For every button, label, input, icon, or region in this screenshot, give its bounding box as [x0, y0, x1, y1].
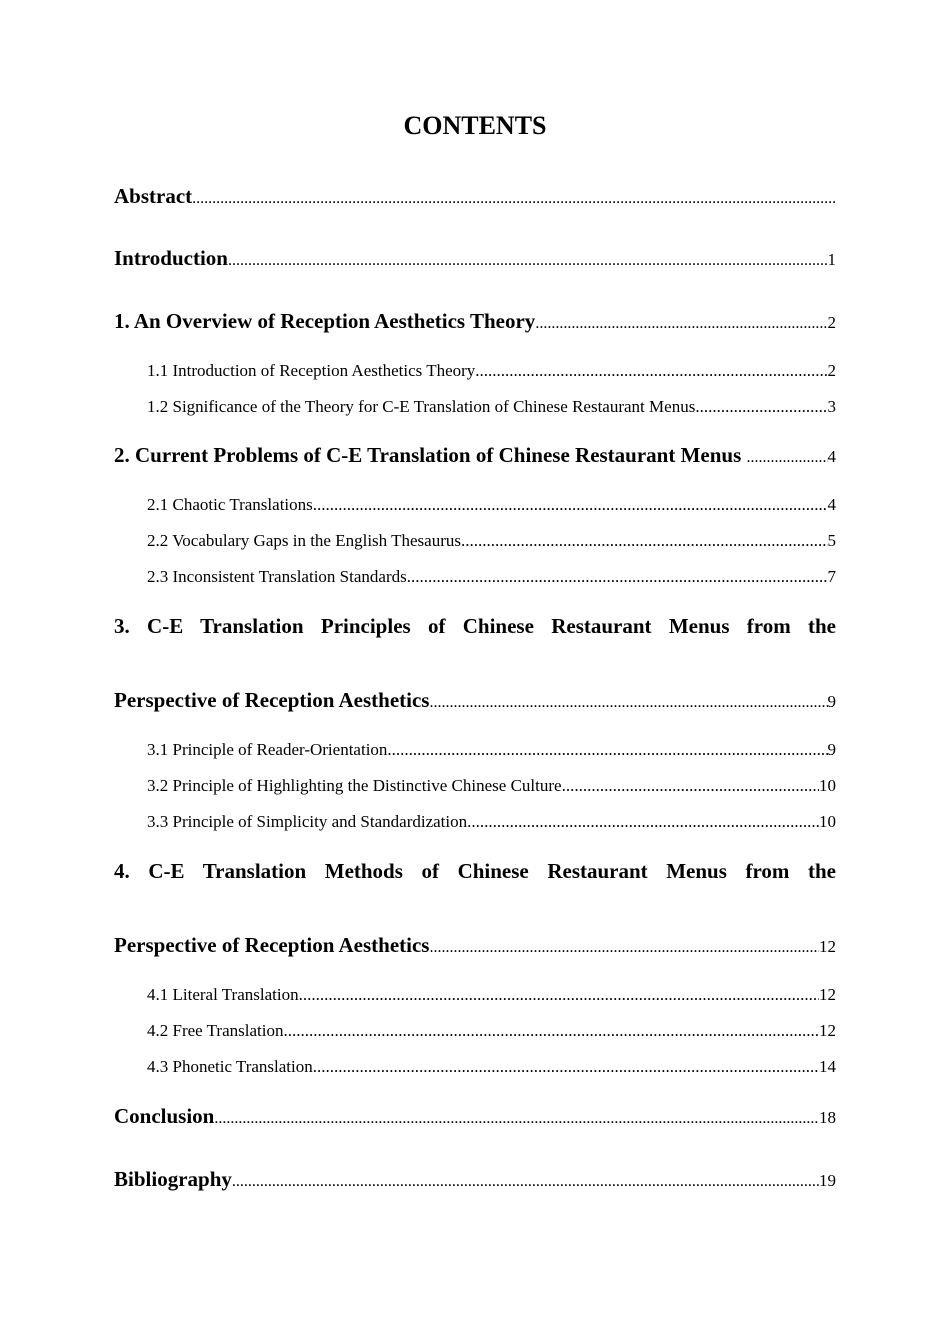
dot-leader	[313, 1055, 819, 1079]
toc-entry-page: 4	[827, 447, 836, 466]
toc-entry-section-2-3[interactable]	[147, 565, 836, 589]
toc-entry-bibliography[interactable]	[114, 1164, 836, 1194]
toc-entry-section-1-2[interactable]	[147, 395, 836, 419]
toc-entry-chapter-2[interactable]	[114, 440, 836, 470]
toc-entry-page: 5	[827, 531, 836, 550]
toc-entry-page: 4	[827, 495, 836, 514]
toc-entry-page: 7	[827, 567, 836, 586]
toc-entry-label: 4.2 Free Translation	[147, 1021, 284, 1040]
dot-leader	[429, 933, 819, 960]
dot-leader	[475, 359, 827, 383]
toc-entry-chapter-3[interactable]	[114, 685, 836, 715]
toc-entry-page: 10	[819, 812, 836, 831]
dot-leader	[562, 774, 819, 798]
dot-leader	[283, 1019, 819, 1043]
toc-entry-page: 12	[819, 937, 836, 956]
toc-entry-label: Bibliography	[114, 1167, 232, 1191]
toc-entry-section-2-1[interactable]	[147, 493, 836, 517]
dot-leader	[313, 493, 828, 517]
toc-entry-label: 1. An Overview of Reception Aesthetics Theory	[114, 309, 536, 333]
toc-entry-page: 2	[827, 313, 836, 332]
toc-entry-label: 1.1 Introduction of Reception Aesthetics Theory	[147, 361, 476, 380]
toc-entry-chapter-4-line1[interactable]: 4. C-E Translation Methods of Chinese Restaurant Menus from the	[114, 859, 836, 883]
toc-entry-section-4-3[interactable]	[147, 1055, 836, 1079]
toc-entry-abstract[interactable]	[114, 181, 836, 211]
dot-leader	[535, 309, 827, 336]
dot-leader	[228, 246, 828, 273]
toc-entry-chapter-4[interactable]	[114, 930, 836, 960]
toc-entry-label: Introduction	[114, 246, 228, 270]
toc-entry-introduction[interactable]	[114, 243, 836, 273]
toc-entry-section-2-2[interactable]	[147, 529, 836, 553]
toc-entry-label: 1.2 Significance of the Theory for C-E Translation of Chinese Restaurant Menus	[147, 397, 696, 416]
toc-entry-conclusion[interactable]	[114, 1101, 836, 1131]
toc-entry-page: 9	[827, 692, 836, 711]
toc-entry-label: 2.2 Vocabulary Gaps in the English Thesaurus	[147, 531, 461, 550]
toc-entry-label: Abstract	[114, 184, 193, 208]
dot-leader	[695, 395, 827, 419]
toc-entry-page: 12	[819, 1021, 836, 1040]
toc-entry-page: 14	[819, 1057, 836, 1076]
dot-leader	[299, 983, 819, 1007]
toc-entry-page: 9	[827, 740, 836, 759]
toc-entry-section-3-2[interactable]	[147, 774, 836, 798]
toc-entry-page: 18	[819, 1108, 836, 1127]
dot-leader	[214, 1104, 819, 1131]
toc-entry-label: Perspective of Reception Aesthetics	[114, 688, 430, 712]
toc-entry-section-1-1[interactable]	[147, 359, 836, 383]
dot-leader	[461, 529, 828, 553]
dot-leader	[747, 443, 828, 470]
toc-entry-chapter-1[interactable]	[114, 306, 836, 336]
toc-entry-label: 2. Current Problems of C-E Translation of Chinese Restaurant Menus	[114, 443, 747, 467]
dot-leader	[429, 688, 827, 715]
dot-leader	[232, 1167, 819, 1194]
dot-leader	[407, 565, 828, 589]
toc-entry-section-3-3[interactable]	[147, 810, 836, 834]
toc-entry-label: 4.3 Phonetic Translation	[147, 1057, 313, 1076]
toc-entry-label: 2.1 Chaotic Translations	[147, 495, 313, 514]
toc-entry-label: 3.3 Principle of Simplicity and Standardization	[147, 812, 468, 831]
dot-leader	[467, 810, 819, 834]
page-title: CONTENTS	[403, 111, 547, 140]
toc-entry-label: Conclusion	[114, 1104, 215, 1128]
toc-entry-page: 12	[819, 985, 836, 1004]
toc-entry-page: 10	[819, 776, 836, 795]
toc-entry-section-3-1[interactable]	[147, 738, 836, 762]
toc-entry-section-4-2[interactable]	[147, 1019, 836, 1043]
toc-entry-label: 2.3 Inconsistent Translation Standards	[147, 567, 407, 586]
toc-entry-label: 3.1 Principle of Reader-Orientation	[147, 740, 388, 759]
toc-entry-page: 1	[827, 250, 836, 269]
toc-entry-section-4-1[interactable]	[147, 983, 836, 1007]
toc-entry-page: 2	[827, 361, 836, 380]
toc-entry-chapter-3-line1[interactable]: 3. C-E Translation Principles of Chinese Restaurant Menus from the	[114, 614, 836, 638]
toc-entry-label: Perspective of Reception Aesthetics	[114, 933, 430, 957]
toc-entry-page: 3	[827, 397, 836, 416]
dot-leader	[387, 738, 827, 762]
dot-leader	[192, 184, 836, 211]
toc-entry-label: 3.2 Principle of Highlighting the Distinctive Chinese Culture	[147, 776, 562, 795]
toc-entry-label: 4.1 Literal Translation	[147, 985, 299, 1004]
toc-entry-page: 19	[819, 1171, 836, 1190]
